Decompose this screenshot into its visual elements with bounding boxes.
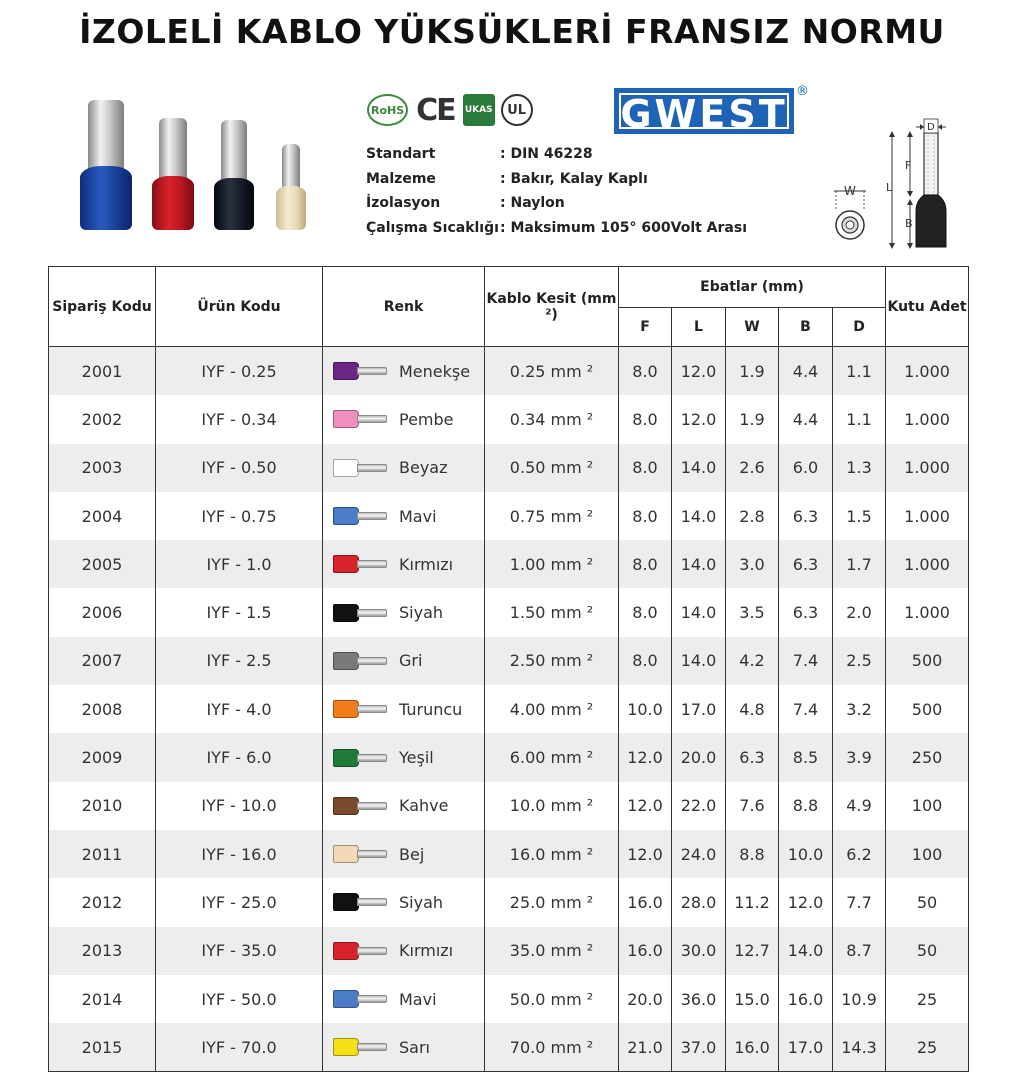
cell-qty: 100	[886, 830, 969, 878]
cell-l: 12.0	[672, 395, 726, 443]
ferrule-icon	[333, 797, 389, 815]
cell-l: 28.0	[672, 878, 726, 926]
cell-f: 8.0	[619, 492, 672, 540]
cell-qty: 1.000	[886, 540, 969, 588]
cell-b: 4.4	[779, 347, 833, 396]
registered-mark: ®	[796, 84, 809, 99]
cell-w: 8.8	[726, 830, 779, 878]
black-ferrule-image	[214, 120, 254, 230]
cell-product: IYF - 2.5	[156, 637, 323, 685]
spec-value: : Naylon	[500, 195, 565, 211]
table-row	[49, 733, 969, 781]
cell-w: 12.7	[726, 927, 779, 975]
color-cell	[323, 1023, 485, 1072]
spec-label: Çalışma Sıcaklığı	[366, 219, 499, 236]
cell-b: 6.3	[779, 540, 833, 588]
color-swatch-wrap	[323, 782, 484, 830]
color-cell	[323, 492, 485, 540]
spec-label: Malzeme	[366, 170, 436, 187]
spec-value: : Maksimum 105° 600Volt Arası	[500, 219, 748, 236]
ul-logo: UL	[501, 94, 533, 126]
ferrule-icon	[333, 604, 389, 622]
table-row	[49, 588, 969, 636]
color-cell	[323, 975, 485, 1023]
cell-order: 2003	[49, 444, 156, 492]
cell-d: 10.9	[833, 975, 886, 1023]
cell-w: 2.6	[726, 444, 779, 492]
cell-order: 2014	[49, 975, 156, 1023]
cell-f: 8.0	[619, 588, 672, 636]
color-name: Yeşil	[399, 748, 434, 768]
header-dim-f: F	[619, 308, 672, 347]
cell-order: 2008	[49, 685, 156, 733]
color-name: Menekşe	[399, 361, 471, 381]
cell-order: 2013	[49, 927, 156, 975]
cell-w: 7.6	[726, 782, 779, 830]
ferrule-icon	[333, 700, 389, 718]
spec-row	[366, 167, 747, 192]
color-name: Kahve	[399, 796, 449, 816]
color-cell	[323, 444, 485, 492]
cell-section: 50.0 mm ²	[485, 975, 619, 1023]
cell-qty: 50	[886, 927, 969, 975]
cell-product: IYF - 0.34	[156, 395, 323, 443]
cell-d: 1.1	[833, 347, 886, 396]
cell-section: 0.75 mm ²	[485, 492, 619, 540]
color-swatch-wrap	[323, 1023, 484, 1071]
spec-row	[366, 216, 747, 241]
color-cell	[323, 347, 485, 396]
color-name: Siyah	[399, 603, 444, 623]
table-row	[49, 395, 969, 443]
f-label: F	[905, 159, 912, 172]
table-row	[49, 927, 969, 975]
ferrule-icon	[333, 652, 389, 670]
cell-f: 8.0	[619, 395, 672, 443]
cell-b: 14.0	[779, 927, 833, 975]
cell-order: 2015	[49, 1023, 156, 1072]
cell-b: 10.0	[779, 830, 833, 878]
color-swatch-wrap	[323, 878, 484, 926]
cell-w: 1.9	[726, 347, 779, 396]
rohs-logo: RoHS	[367, 94, 408, 126]
cell-product: IYF - 6.0	[156, 733, 323, 781]
cell-qty: 500	[886, 685, 969, 733]
cell-b: 6.3	[779, 588, 833, 636]
color-swatch-wrap	[323, 927, 484, 975]
cell-order: 2001	[49, 347, 156, 396]
cell-section: 1.50 mm ²	[485, 588, 619, 636]
cell-product: IYF - 70.0	[156, 1023, 323, 1072]
cell-f: 8.0	[619, 540, 672, 588]
cell-l: 14.0	[672, 637, 726, 685]
cell-section: 0.34 mm ²	[485, 395, 619, 443]
cell-f: 10.0	[619, 685, 672, 733]
color-cell	[323, 395, 485, 443]
cell-d: 8.7	[833, 927, 886, 975]
ferrule-icon	[333, 845, 389, 863]
header-cable-section: Kablo Kesit (mm ²)	[485, 267, 619, 347]
cell-product: IYF - 0.50	[156, 444, 323, 492]
ferrule-icon	[333, 942, 389, 960]
table-row	[49, 637, 969, 685]
cell-b: 8.5	[779, 733, 833, 781]
cell-l: 12.0	[672, 347, 726, 396]
cell-qty: 25	[886, 975, 969, 1023]
ukas-logo: UKAS	[463, 94, 495, 126]
color-name: Sarı	[399, 1037, 430, 1057]
cell-section: 35.0 mm ²	[485, 927, 619, 975]
cell-b: 6.0	[779, 444, 833, 492]
gwest-logo: GWEST	[614, 88, 794, 134]
cell-product: IYF - 10.0	[156, 782, 323, 830]
cell-qty: 1.000	[886, 444, 969, 492]
cell-d: 2.0	[833, 588, 886, 636]
cell-l: 24.0	[672, 830, 726, 878]
color-name: Pembe	[399, 409, 454, 429]
ferrule-icon	[333, 507, 389, 525]
cell-product: IYF - 25.0	[156, 878, 323, 926]
cell-section: 0.25 mm ²	[485, 347, 619, 396]
cell-order: 2002	[49, 395, 156, 443]
cell-d: 1.1	[833, 395, 886, 443]
cell-w: 1.9	[726, 395, 779, 443]
spec-list	[366, 142, 747, 240]
table-row	[49, 878, 969, 926]
cell-d: 1.3	[833, 444, 886, 492]
spec-value: : Bakır, Kalay Kaplı	[500, 170, 648, 187]
cell-d: 3.9	[833, 733, 886, 781]
header-dim-w: W	[726, 308, 779, 347]
cell-l: 14.0	[672, 492, 726, 540]
cell-product: IYF - 0.75	[156, 492, 323, 540]
color-cell	[323, 685, 485, 733]
cell-qty: 500	[886, 637, 969, 685]
cell-d: 1.7	[833, 540, 886, 588]
table-row	[49, 444, 969, 492]
cell-order: 2011	[49, 830, 156, 878]
cell-l: 22.0	[672, 782, 726, 830]
cell-f: 12.0	[619, 733, 672, 781]
cell-w: 11.2	[726, 878, 779, 926]
cell-order: 2007	[49, 637, 156, 685]
cell-b: 16.0	[779, 975, 833, 1023]
ce-logo: CE	[416, 92, 455, 128]
cell-order: 2012	[49, 878, 156, 926]
table-row	[49, 540, 969, 588]
cell-w: 15.0	[726, 975, 779, 1023]
cell-l: 30.0	[672, 927, 726, 975]
color-cell	[323, 733, 485, 781]
cell-section: 2.50 mm ²	[485, 637, 619, 685]
cell-f: 21.0	[619, 1023, 672, 1072]
cell-l: 14.0	[672, 588, 726, 636]
cell-qty: 1.000	[886, 588, 969, 636]
cell-d: 2.5	[833, 637, 886, 685]
spec-row	[366, 142, 747, 167]
color-swatch-wrap	[323, 588, 484, 636]
color-cell	[323, 830, 485, 878]
cell-d: 6.2	[833, 830, 886, 878]
cell-f: 8.0	[619, 347, 672, 396]
cell-l: 37.0	[672, 1023, 726, 1072]
b-label: B	[905, 217, 913, 230]
ferrule-icon	[333, 362, 389, 380]
color-name: Siyah	[399, 892, 444, 912]
cell-qty: 100	[886, 782, 969, 830]
beige-ferrule-image	[276, 144, 306, 230]
color-cell	[323, 927, 485, 975]
color-swatch-wrap	[323, 975, 484, 1023]
header-dim-b: B	[779, 308, 833, 347]
product-photo	[70, 100, 330, 240]
header-order-code: Sipariş Kodu	[49, 267, 156, 347]
header-box-qty: Kutu Adet	[886, 267, 969, 347]
cell-section: 70.0 mm ²	[485, 1023, 619, 1072]
table-row	[49, 685, 969, 733]
table-row	[49, 782, 969, 830]
cell-b: 17.0	[779, 1023, 833, 1072]
header-product-code: Ürün Kodu	[156, 267, 323, 347]
ferrule-icon	[333, 749, 389, 767]
color-swatch-wrap	[323, 830, 484, 878]
ferrule-icon	[333, 990, 389, 1008]
table-row	[49, 492, 969, 540]
ferrule-icon	[333, 555, 389, 573]
color-name: Mavi	[399, 506, 437, 526]
cell-b: 6.3	[779, 492, 833, 540]
cell-f: 12.0	[619, 782, 672, 830]
cell-section: 1.00 mm ²	[485, 540, 619, 588]
side-view	[886, 119, 946, 249]
cell-section: 16.0 mm ²	[485, 830, 619, 878]
cell-d: 7.7	[833, 878, 886, 926]
color-swatch-wrap	[323, 733, 484, 781]
certification-logos	[367, 92, 533, 128]
color-cell	[323, 637, 485, 685]
color-cell	[323, 588, 485, 636]
page-title: İZOLELİ KABLO YÜKSÜKLERİ FRANSIZ NORMU	[79, 12, 945, 51]
spec-label: Standart	[366, 146, 436, 162]
spec-label: İzolasyon	[366, 195, 441, 211]
cell-product: IYF - 50.0	[156, 975, 323, 1023]
cell-w: 2.8	[726, 492, 779, 540]
cell-product: IYF - 0.25	[156, 347, 323, 396]
cell-d: 1.5	[833, 492, 886, 540]
table-row	[49, 347, 969, 396]
table-row	[49, 1023, 969, 1072]
table-row	[49, 975, 969, 1023]
color-name: Kırmızı	[399, 554, 454, 574]
front-view	[834, 184, 866, 239]
cell-d: 14.3	[833, 1023, 886, 1072]
cell-b: 4.4	[779, 395, 833, 443]
cell-b: 7.4	[779, 637, 833, 685]
cell-f: 8.0	[619, 444, 672, 492]
cell-b: 8.8	[779, 782, 833, 830]
color-name: Gri	[399, 651, 423, 671]
color-name: Bej	[399, 844, 425, 864]
color-swatch-wrap	[323, 685, 484, 733]
header-dim-l: L	[672, 308, 726, 347]
cell-product: IYF - 35.0	[156, 927, 323, 975]
cell-product: IYF - 16.0	[156, 830, 323, 878]
ferrule-icon	[333, 893, 389, 911]
header-dimensions: Ebatlar (mm)	[619, 267, 886, 308]
cell-qty: 25	[886, 1023, 969, 1072]
table-row	[49, 830, 969, 878]
ferrule-icon	[333, 459, 389, 477]
color-swatch-wrap	[323, 444, 484, 492]
cell-product: IYF - 1.0	[156, 540, 323, 588]
cell-w: 4.2	[726, 637, 779, 685]
cell-qty: 1.000	[886, 492, 969, 540]
color-swatch-wrap	[323, 395, 484, 443]
spec-row	[366, 191, 747, 216]
spec-value: : DIN 46228	[500, 146, 593, 162]
cell-d: 3.2	[833, 685, 886, 733]
cell-b: 12.0	[779, 878, 833, 926]
cell-section: 25.0 mm ²	[485, 878, 619, 926]
cell-order: 2004	[49, 492, 156, 540]
ferrule-icon	[333, 1038, 389, 1056]
cell-l: 17.0	[672, 685, 726, 733]
cell-l: 14.0	[672, 540, 726, 588]
cell-f: 16.0	[619, 927, 672, 975]
dimension-diagram	[820, 115, 970, 255]
cell-order: 2009	[49, 733, 156, 781]
cell-w: 6.3	[726, 733, 779, 781]
cell-f: 8.0	[619, 637, 672, 685]
cell-order: 2005	[49, 540, 156, 588]
cell-qty: 250	[886, 733, 969, 781]
cell-w: 4.8	[726, 685, 779, 733]
color-name: Turuncu	[399, 699, 463, 719]
w-label: W	[844, 184, 856, 198]
cell-qty: 50	[886, 878, 969, 926]
cell-section: 6.00 mm ²	[485, 733, 619, 781]
cell-section: 0.50 mm ²	[485, 444, 619, 492]
cell-l: 14.0	[672, 444, 726, 492]
d-label: D	[927, 122, 935, 133]
cell-order: 2010	[49, 782, 156, 830]
header-color: Renk	[323, 267, 485, 347]
cell-product: IYF - 1.5	[156, 588, 323, 636]
color-name: Beyaz	[399, 458, 448, 478]
cell-w: 3.0	[726, 540, 779, 588]
ferrule-table	[48, 266, 968, 1072]
color-name: Mavi	[399, 989, 437, 1009]
cell-qty: 1.000	[886, 347, 969, 396]
color-cell	[323, 540, 485, 588]
color-cell	[323, 782, 485, 830]
cell-l: 20.0	[672, 733, 726, 781]
color-cell	[323, 878, 485, 926]
cell-b: 7.4	[779, 685, 833, 733]
cell-order: 2006	[49, 588, 156, 636]
header-dim-d: D	[833, 308, 886, 347]
color-name: Kırmızı	[399, 941, 454, 961]
red-ferrule-image	[152, 118, 194, 230]
cell-section: 10.0 mm ²	[485, 782, 619, 830]
cell-l: 36.0	[672, 975, 726, 1023]
cell-f: 16.0	[619, 878, 672, 926]
cell-qty: 1.000	[886, 395, 969, 443]
cell-w: 16.0	[726, 1023, 779, 1072]
color-swatch-wrap	[323, 347, 484, 395]
cell-f: 20.0	[619, 975, 672, 1023]
color-swatch-wrap	[323, 492, 484, 540]
color-swatch-wrap	[323, 637, 484, 685]
cell-d: 4.9	[833, 782, 886, 830]
l-label: L	[886, 181, 893, 194]
color-swatch-wrap	[323, 540, 484, 588]
cell-w: 3.5	[726, 588, 779, 636]
cell-f: 12.0	[619, 830, 672, 878]
cell-product: IYF - 4.0	[156, 685, 323, 733]
blue-ferrule-image	[80, 100, 132, 230]
cell-section: 4.00 mm ²	[485, 685, 619, 733]
ferrule-icon	[333, 410, 389, 428]
